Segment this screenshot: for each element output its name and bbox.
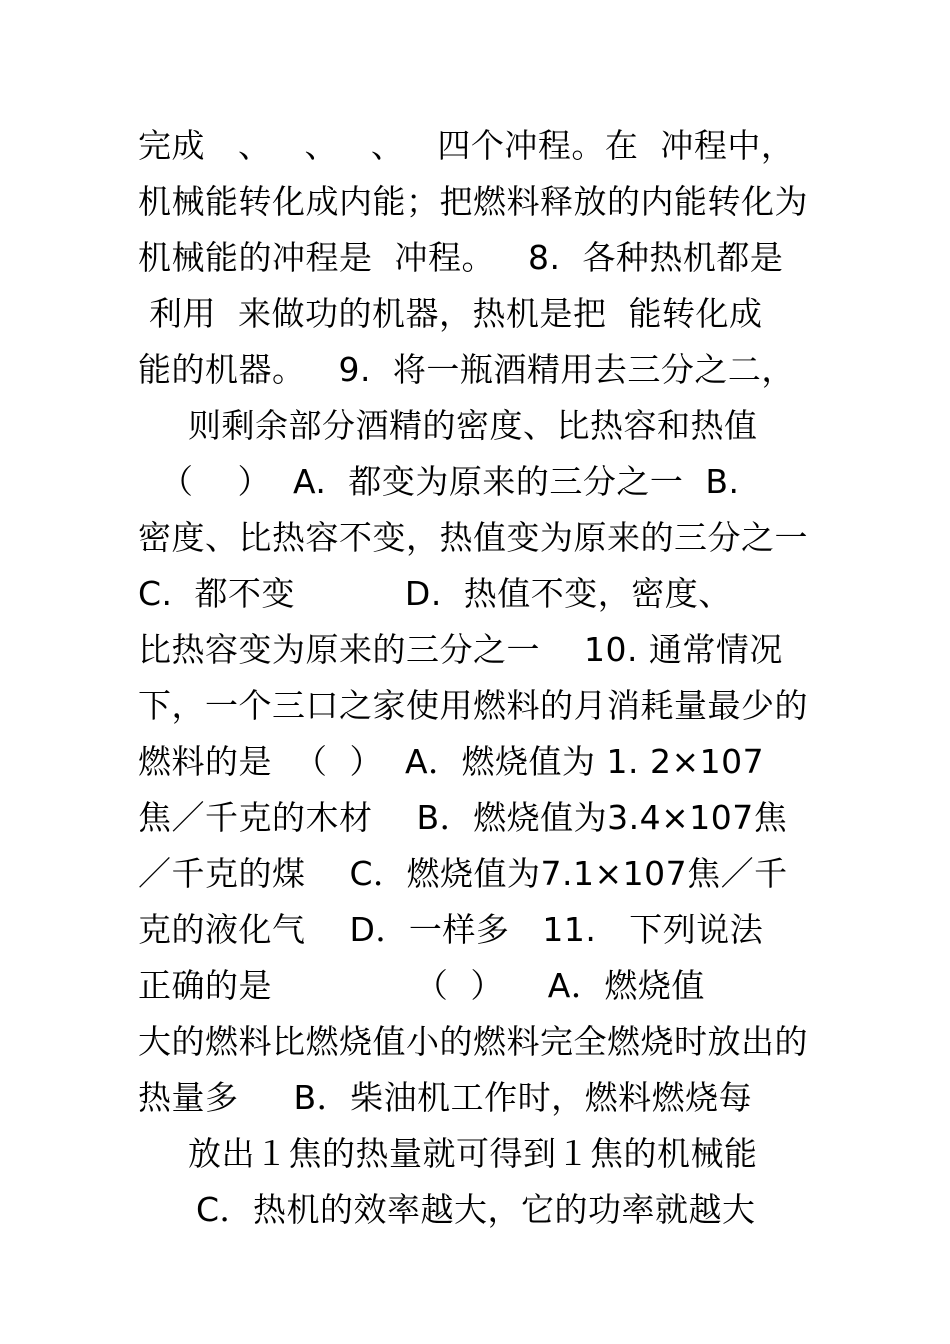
text-line-2: 机械能转化成内能；把燃料释放的内能转化为 bbox=[138, 182, 808, 221]
text-line-10: 比热容变为原来的三分之一 10. 通常情况 bbox=[138, 630, 783, 669]
text-line-13: 焦／千克的木材 B．燃烧值为3.4×107焦 bbox=[138, 798, 788, 837]
text-line-1: 完成 、 、 、 四个冲程。在 冲程中， bbox=[138, 126, 795, 165]
text-line-11: 下，一个三口之家使用燃料的月消耗量最少的 bbox=[138, 686, 808, 725]
text-line-9: C. 都不变 D. 热值不变，密度、 bbox=[138, 574, 732, 613]
text-line-3: 机械能的冲程是 冲程。 8. 各种热机都是 bbox=[138, 238, 784, 277]
text-line-8: 密度、比热容不变，热值变为原来的三分之一 bbox=[138, 518, 808, 557]
text-line-17: 大的燃料比燃烧值小的燃料完全燃烧时放出的 bbox=[138, 1022, 808, 1061]
text-line-20: C．热机的效率越大，它的功率就越大 bbox=[196, 1190, 756, 1229]
text-line-5: 能的机器。 9. 将一瓶酒精用去三分之二， bbox=[138, 350, 795, 389]
text-line-15: 克的液化气 D．一样多 11. 下列说法 bbox=[138, 910, 764, 949]
text-line-7: （ ） A. 都变为原来的三分之一 B. bbox=[160, 462, 740, 501]
text-line-14: ／千克的煤 C．燃烧值为7.1×107焦／千 bbox=[138, 854, 788, 893]
text-line-6: 则剩余部分酒精的密度、比热容和热值 bbox=[188, 406, 758, 445]
text-line-12: 燃料的是 （ ） A．燃烧值为 1. 2×107 bbox=[138, 742, 765, 781]
text-line-18: 热量多 B．柴油机工作时，燃料燃烧每 bbox=[138, 1078, 753, 1117]
text-line-4: 利用 来做功的机器，热机是把 能转化成 bbox=[138, 294, 763, 333]
text-line-19: 放出１焦的热量就可得到１焦的机械能 bbox=[188, 1134, 758, 1173]
text-line-16: 正确的是 （ ） A．燃烧值 bbox=[138, 966, 705, 1005]
